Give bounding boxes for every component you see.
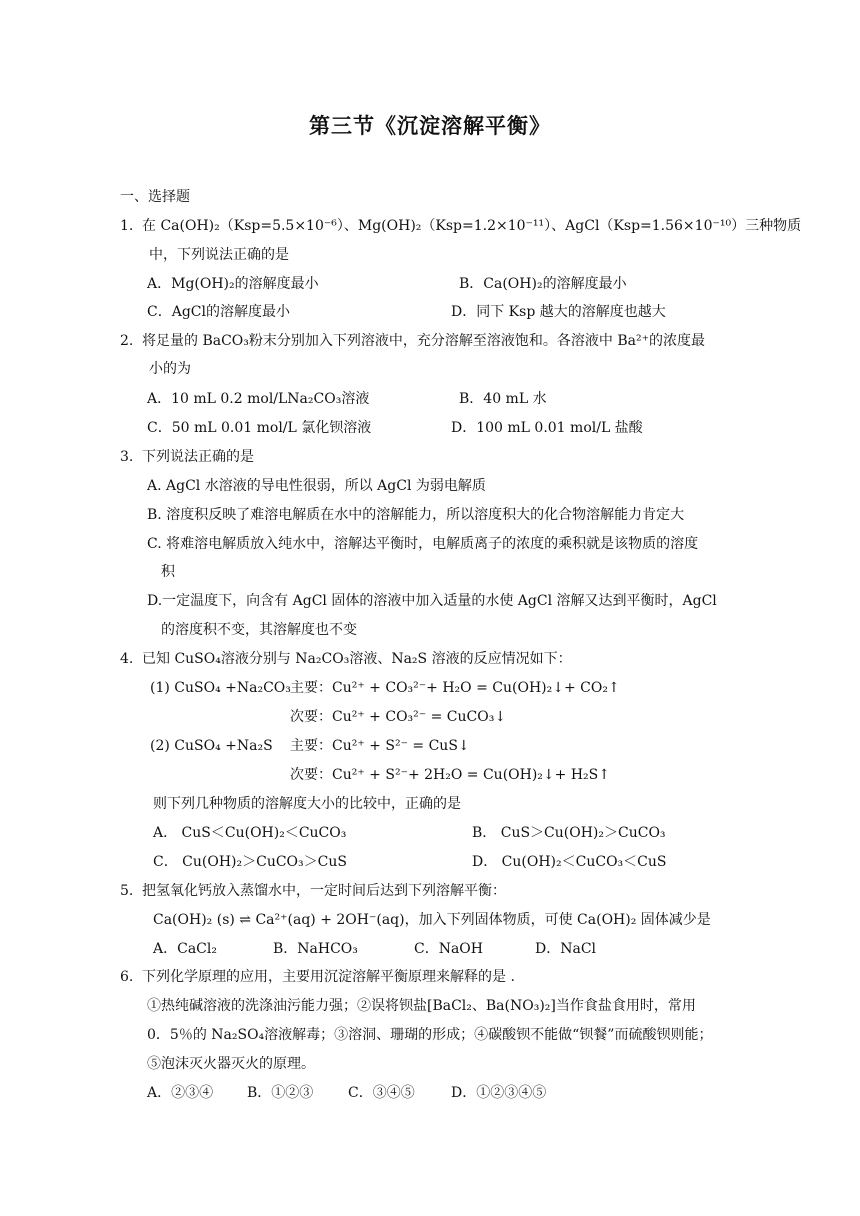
q2-option-d: D．100 mL 0.01 mol/L 盐酸 xyxy=(451,420,643,436)
q3-number: 3. xyxy=(120,449,134,465)
q6-body-line-2: 0．5％的 Na₂SO₄溶液解毒；③溶洞、珊瑚的形成；④碳酸钡不能做“钡餐”而硫酸钡则能； xyxy=(147,1027,713,1043)
q4-option-b: B． CuS＞Cu(OH)₂＞CuCO₃ xyxy=(472,825,666,841)
q2-option-b: B．40 mL 水 xyxy=(459,391,547,407)
q4-reaction-1-minor: 次要：Cu²⁺ + CO₃²⁻ = CuCO₃↓ xyxy=(290,709,507,725)
q1-option-c: C．AgCl的溶解度最小 xyxy=(147,304,290,320)
q5-option-b: B．NaHCO₃ xyxy=(273,941,358,957)
q1-option-d: D．同下 Ksp 越大的溶解度也越大 xyxy=(451,304,666,320)
q4-reaction-2-label: (2) CuSO₄ +Na₂S xyxy=(150,738,273,754)
q4-question-line: 则下列几种物质的溶解度大小的比较中，正确的是 xyxy=(153,796,461,812)
q4-reaction-1-main: 主要：Cu²⁺ + CO₃²⁻+ H₂O = Cu(OH)₂↓+ CO₂↑ xyxy=(290,680,620,696)
q3-stem-line-1: 下列说法正确的是 xyxy=(142,449,254,465)
q4-option-c: C． Cu(OH)₂＞CuCO₃＞CuS xyxy=(153,854,347,870)
q6-option-b: B．①②③ xyxy=(247,1085,314,1101)
q4-reaction-2-minor: 次要：Cu²⁺ + S²⁻+ 2H₂O = Cu(OH)₂↓+ H₂S↑ xyxy=(290,767,610,783)
q1-number: 1. xyxy=(120,218,134,234)
section-heading: 一、选择题 xyxy=(120,189,190,205)
q2-number: 2. xyxy=(120,333,134,349)
q4-stem-line-1: 已知 CuSO₄溶液分别与 Na₂CO₃溶液、Na₂S 溶液的反应情况如下： xyxy=(142,651,572,667)
q3-option-c-line-1: C. 将难溶电解质放入纯水中，溶解达平衡时，电解质离子的浓度的乘积就是该物质的溶度 xyxy=(147,536,699,552)
q2-option-c: C．50 mL 0.01 mol/L 氯化钡溶液 xyxy=(147,420,372,436)
q5-equilibrium-equation: Ca(OH)₂ (s) ⇌ Ca²⁺(aq) + 2OH⁻(aq)，加入下列固体物质，可使 Ca(OH)₂ 固体减少是 xyxy=(153,912,711,928)
q6-number: 6. xyxy=(120,969,134,985)
q5-option-d: D．NaCl xyxy=(535,941,597,957)
q6-option-d: D．①②③④⑤ xyxy=(451,1085,547,1101)
q5-option-c: C．NaOH xyxy=(414,941,483,957)
q6-body-line-1: ①热纯碱溶液的洗涤油污能力强；②误将钡盐[BaCl₂、Ba(NO₃)₂]当作食盐食用时，常用 xyxy=(147,998,696,1014)
q4-option-d: D． Cu(OH)₂＜CuCO₃＜CuS xyxy=(472,854,667,870)
q4-option-a: A． CuS＜Cu(OH)₂＜CuCO₃ xyxy=(153,825,347,841)
q1-stem-line-2: 中，下列说法正确的是 xyxy=(149,247,289,263)
q2-option-a: A．10 mL 0.2 mol/LNa₂CO₃溶液 xyxy=(147,391,370,407)
q6-option-c: C．③④⑤ xyxy=(348,1085,415,1101)
q4-number: 4. xyxy=(120,651,134,667)
q3-option-c-line-2: 积 xyxy=(161,564,175,580)
q5-option-a: A．CaCl₂ xyxy=(153,941,217,957)
q6-body-line-3: ⑤泡沫灭火器灭火的原理。 xyxy=(147,1056,315,1072)
q1-stem-line-1: 在 Ca(OH)₂（Ksp=5.5×10⁻⁶）、Mg(OH)₂（Ksp=1.2×10⁻¹¹）、AgCl（Ksp=1.56×10⁻¹⁰）三种物质 xyxy=(142,218,802,234)
q2-stem-line-2: 小的为 xyxy=(149,361,191,377)
q4-reaction-1-label: (1) CuSO₄ +Na₂CO₃ xyxy=(150,680,291,696)
q6-option-a: A．②③④ xyxy=(147,1085,214,1101)
q6-stem-line-1: 下列化学原理的应用，主要用沉淀溶解平衡原理来解释的是 . xyxy=(142,969,515,985)
q1-option-b: B．Ca(OH)₂的溶解度最小 xyxy=(459,276,627,292)
q3-option-b: B. 溶度积反映了难溶电解质在水中的溶解能力，所以溶度积大的化合物溶解能力肯定大 xyxy=(147,507,685,523)
q4-reaction-2-main: 主要：Cu²⁺ + S²⁻ = CuS↓ xyxy=(290,738,470,754)
q3-option-a: A. AgCl 水溶液的导电性很弱，所以 AgCl 为弱电解质 xyxy=(147,478,486,494)
q1-option-a: A．Mg(OH)₂的溶解度最小 xyxy=(147,276,319,292)
page-title: 第三节《沉淀溶解平衡》 xyxy=(309,114,551,138)
q3-option-d-line-1: D.一定温度下，向含有 AgCl 固体的溶液中加入适量的水使 AgCl 溶解又达到平衡时，AgCl xyxy=(147,593,717,609)
q5-number: 5. xyxy=(120,883,134,899)
q5-stem-line-1: 把氢氧化钙放入蒸馏水中，一定时间后达到下列溶解平衡： xyxy=(142,883,506,899)
q2-stem-line-1: 将足量的 BaCO₃粉末分别加入下列溶液中，充分溶解至溶液饱和。各溶液中 Ba²⁺的浓度最 xyxy=(142,333,705,349)
q3-option-d-line-2: 的溶度积不变，其溶解度也不变 xyxy=(161,622,357,638)
